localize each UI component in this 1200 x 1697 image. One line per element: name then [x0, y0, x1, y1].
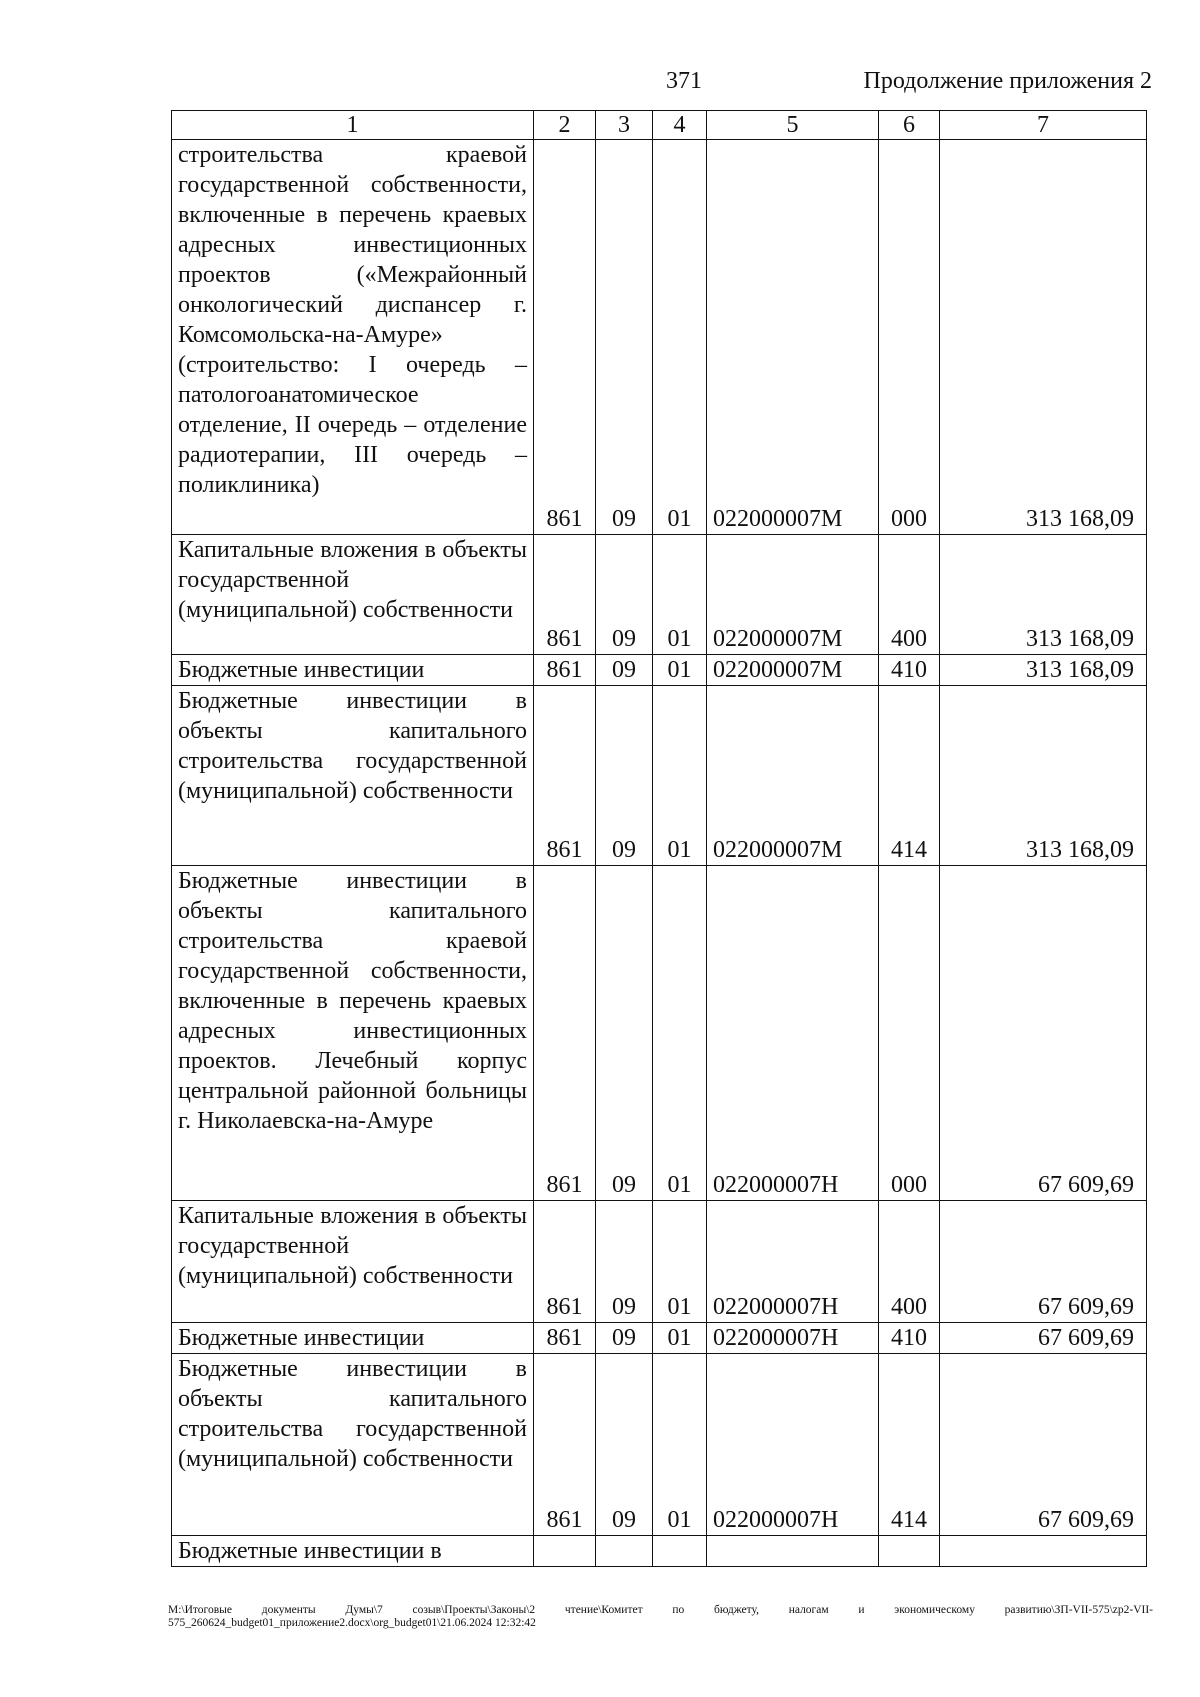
row-expense-type: 000	[879, 140, 940, 535]
row-admin-code: 861	[534, 655, 596, 686]
row-amount: 67 609,69	[940, 1323, 1147, 1354]
row-subsection: 01	[653, 655, 707, 686]
row-amount: 67 609,69	[940, 1354, 1147, 1536]
row-amount: 67 609,69	[940, 866, 1147, 1201]
row-target-article: 022000007Н	[707, 866, 879, 1201]
row-section	[596, 1536, 653, 1567]
row-admin-code: 861	[534, 535, 596, 655]
row-section: 09	[596, 686, 653, 866]
row-amount: 313 168,09	[940, 535, 1147, 655]
row-amount: 67 609,69	[940, 1201, 1147, 1323]
row-amount	[940, 1536, 1147, 1567]
row-section: 09	[596, 655, 653, 686]
row-target-article: 022000007М	[707, 686, 879, 866]
row-target-article: 022000007М	[707, 140, 879, 535]
row-admin-code: 861	[534, 1323, 596, 1354]
row-target-article: 022000007Н	[707, 1354, 879, 1536]
table-row	[172, 535, 1147, 655]
table-row	[172, 140, 1147, 535]
row-expense-type: 410	[879, 1323, 940, 1354]
row-description: Капитальные вложения в объекты государственной (муниципальной) собственности	[172, 1201, 534, 1323]
table-row	[172, 1323, 1147, 1354]
continuation-label: Продолжение приложения 2	[863, 68, 1152, 94]
row-description: Бюджетные инвестиции в объекты капитального строительства краевой государственной собственности, включенные в перечень краевых адресных инвестиционных проектов. Лечебный корпус центральной районной больницы г. Николаевска-на-Амуре	[172, 866, 534, 1201]
row-subsection: 01	[653, 866, 707, 1201]
row-admin-code: 861	[534, 866, 596, 1201]
row-section: 09	[596, 140, 653, 535]
budget-table	[171, 110, 1147, 1567]
row-description: Бюджетные инвестиции	[172, 1323, 534, 1354]
table-row	[172, 1536, 1147, 1567]
column-header: 7	[940, 111, 1147, 140]
row-target-article	[707, 1536, 879, 1567]
row-expense-type: 000	[879, 866, 940, 1201]
row-target-article: 022000007Н	[707, 1323, 879, 1354]
row-description: Капитальные вложения в объекты государственной (муниципальной) собственности	[172, 535, 534, 655]
row-amount: 313 168,09	[940, 686, 1147, 866]
row-amount: 313 168,09	[940, 140, 1147, 535]
row-amount: 313 168,09	[940, 655, 1147, 686]
row-subsection: 01	[653, 535, 707, 655]
table-row	[172, 866, 1147, 1201]
row-description: Бюджетные инвестиции в	[172, 1536, 534, 1567]
page-number: 371	[666, 68, 702, 94]
column-header: 3	[596, 111, 653, 140]
row-target-article: 022000007М	[707, 655, 879, 686]
row-target-article: 022000007Н	[707, 1201, 879, 1323]
row-section: 09	[596, 866, 653, 1201]
row-admin-code: 861	[534, 686, 596, 866]
document-file-path: M:\Итоговые документы Думы\7 созыв\Проекты\Законы\2 чтение\Комитет по бюджету, налогам и экономическому развитию\ЗП-VII-575\zp2-VII-575_260624_budget01_приложение2.docx\org_budget01\21.06.2024 12:32:42	[168, 1604, 1153, 1629]
column-header: 1	[172, 111, 534, 140]
row-admin-code: 861	[534, 140, 596, 535]
row-admin-code	[534, 1536, 596, 1567]
table-row	[172, 655, 1147, 686]
row-subsection: 01	[653, 686, 707, 866]
row-expense-type: 400	[879, 535, 940, 655]
row-description: строительства краевой государственной собственности, включенные в перечень краевых адресных инвестиционных проектов («Межрайонный онкологический диспансер г. Комсомольска-на-Амуре» (строительство: I очередь – патологоанатомическое отделение, II очередь – отделение радиотерапии, III очередь – поликлиника)	[172, 140, 534, 535]
row-subsection: 01	[653, 1354, 707, 1536]
column-header: 4	[653, 111, 707, 140]
column-header: 2	[534, 111, 596, 140]
row-expense-type	[879, 1536, 940, 1567]
row-expense-type: 410	[879, 655, 940, 686]
row-subsection: 01	[653, 1201, 707, 1323]
row-description: Бюджетные инвестиции в объекты капитального строительства государственной (муниципальной) собственности	[172, 1354, 534, 1536]
row-section: 09	[596, 1354, 653, 1536]
row-section: 09	[596, 1323, 653, 1354]
row-expense-type: 414	[879, 686, 940, 866]
row-subsection: 01	[653, 140, 707, 535]
column-header: 6	[879, 111, 940, 140]
row-subsection	[653, 1536, 707, 1567]
row-subsection: 01	[653, 1323, 707, 1354]
row-description: Бюджетные инвестиции	[172, 655, 534, 686]
column-header: 5	[707, 111, 879, 140]
header-row	[172, 111, 1147, 140]
table-row	[172, 1201, 1147, 1323]
row-admin-code: 861	[534, 1354, 596, 1536]
row-section: 09	[596, 1201, 653, 1323]
row-expense-type: 400	[879, 1201, 940, 1323]
row-description: Бюджетные инвестиции в объекты капитального строительства государственной (муниципальной) собственности	[172, 686, 534, 866]
row-target-article: 022000007М	[707, 535, 879, 655]
row-section: 09	[596, 535, 653, 655]
row-expense-type: 414	[879, 1354, 940, 1536]
table-row	[172, 686, 1147, 866]
row-admin-code: 861	[534, 1201, 596, 1323]
table-row	[172, 1354, 1147, 1536]
